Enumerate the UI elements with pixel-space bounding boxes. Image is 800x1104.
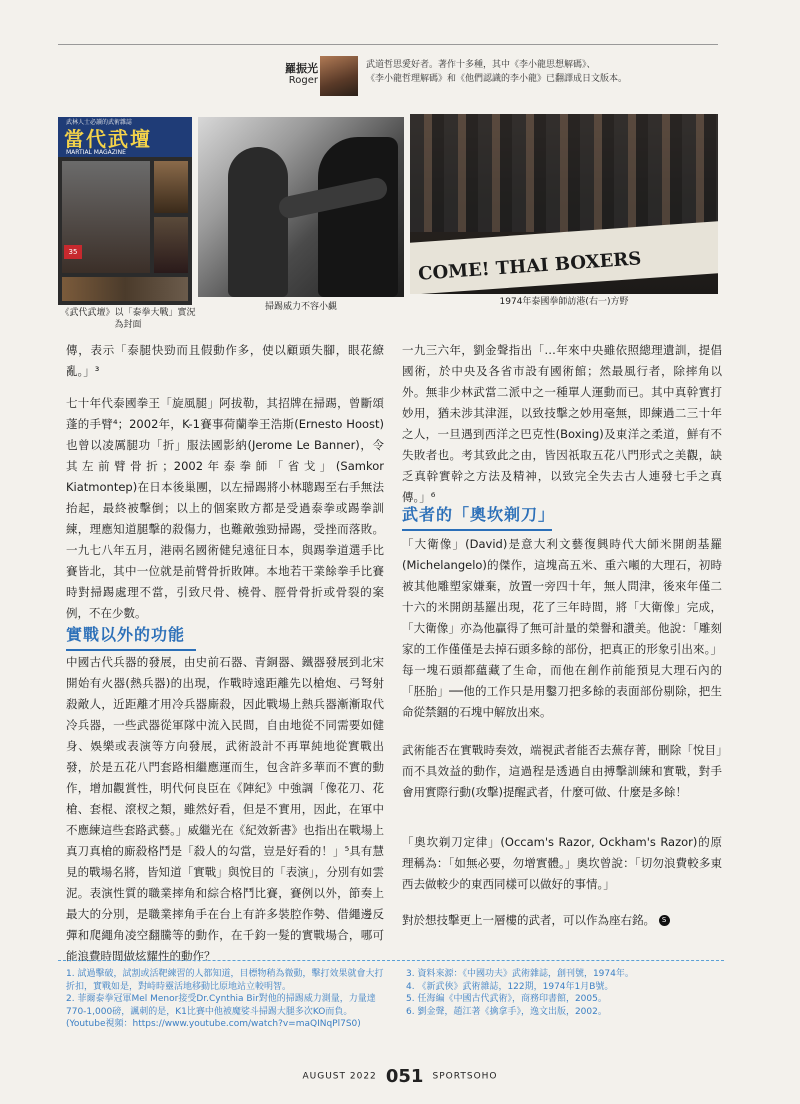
footnotes-left	[66, 968, 390, 1031]
right-paragraph-3: 武術能否在實戰時奏效，端視武者能否去蕪存菁，刪除「悅目」而不具效益的動作，這過程是透過自由搏擊訓練和實戰，對手會用實際行動(攻擊)提醒武者，什麼可做、什麼是多餘！	[402, 743, 722, 799]
magazine-issue-badge: 35	[64, 245, 82, 259]
author-bio	[366, 58, 726, 86]
magazine-banner	[58, 117, 192, 157]
author-photo	[320, 56, 358, 96]
right-paragraph-2: 「大衛像」(David)是意大利文藝復興時代大師米開朗基羅(Michelangelo)的傑作，這塊高五米、重六噸的大理石，初時被其他雕塑家嫌棄，放置一旁四十年，無人問津，後來年僅二十六的米開朗基羅出現，花了三年時間，將「大衛像」完成，「大衛像」亦為他贏得了無可計量的榮譽和讚美。他說：「雕刻家的工作僅僅是去掉石頭多餘的部份，把真正的形象引出來。」每一塊石頭都蘊藏了生命，而他在創作前能預見大理石內的「胚胎」──他的工作只是用鑿刀把多餘的表面部份剔除，把生命從禁錮的石塊中解放出來。	[402, 537, 722, 719]
magazine-cover-photo	[58, 117, 192, 305]
section-underline	[66, 649, 196, 651]
magazine-tagline: 武林人士必讀的武術雜誌	[66, 119, 133, 126]
right-paragraph-5	[402, 910, 722, 931]
magazine-side-image	[154, 161, 188, 213]
magazine-subtitle: MARTIAL MAGAZINE	[66, 149, 126, 156]
footnote: 5. 任海編《中國古代武術》，商務印書館，2005。	[406, 994, 607, 1004]
end-mark-icon: S	[659, 915, 670, 926]
magazine-side-image	[154, 217, 188, 273]
fighter-figure	[318, 137, 398, 297]
section-underline	[402, 529, 552, 531]
left-paragraph-2: 七十年代泰國拳王「旋風腿」阿拔勒，其招牌在掃踢，曾斷頌蓬的手臂⁴；2002年，K-1賽事荷蘭拳王浩斯(Ernesto Hoost)也曾以凌厲腿功「折」服法國影納(Jerome Le Banner)，令其左前臂骨折；2002年泰拳師「省戈」(Samkor Kiatmontep)在日本後巢團，以左掃踢將小林聰踢至右手無法抬起，最終被擊倒；以上的個案敗方都是受過泰拳或踢拳訓練，理應知道腿擊的殺傷力，也難敵強勁掃踢，受挫而落敗。一九七八年五月，港兩名國術健兒遠征日本，與踢拳道選手比賽皆北，其中一位就是前臂骨折敗陣。本地若干業餘拳手比賽時對掃踢處理不當，引致尺骨、橈骨、脛骨骨折或骨裂的案例，不在少數。	[66, 396, 384, 620]
left-paragraph-3: 中國古代兵器的發展，由史前石器、青銅器、鐵器發展到北宋開始有火器(熱兵器)的出現，作戰時遠距離先以槍炮、弓弩射殺敵人，近距離才用冷兵器廝殺，因此戰場上熱兵器漸漸取代冷兵器，一些武器從軍隊中流入民間，自由地從不同需要如健身、娛樂或表演等方向發展，武術設計不再單純地從實戰出發，於是五花八門套路相繼應運而生，包含許多華而不實的動作，增加觀賞性，明代何良臣在《陣紀》中強調「像花刀、花槍、套棍、滾杈之類，雖然好看，但是不實用，因此，在軍中不應練這些套路武藝。」威繼光在《紀效新書》也指出在戰場上真刀真槍的廝殺格鬥是「殺人的勾當，豈是好看的！」⁵具有慧見的戰場名將，皆知道「實戰」與悅目的「表演」，分別有如雲泥。表演性質的職業摔角和綜合格鬥比賽，賽例以外，節奏上最大的分別，是職業摔角手在台上有許多裝腔作勢、借繩邊反彈和爬繩角凌空翻騰等的動作，在千鈞一髮的實戰場合，哪可能浪費時間做炫耀性的動作？	[66, 655, 384, 963]
magazine-title: 當代武壇	[64, 127, 152, 151]
welcome-photo	[410, 114, 718, 294]
photo-caption: 《武代武壇》以「泰拳大戰」實況為封面	[60, 308, 196, 330]
author-name-en: Roger	[288, 75, 318, 86]
author-name-zh: 羅振光	[285, 62, 318, 75]
photo-caption: 掃踢威力不容小覷	[264, 302, 337, 312]
footnote: 4. 《新武俠》武術雜誌，122期，1974年1月B號。	[406, 981, 614, 992]
closing-sentence: 對於想技擊更上一層樓的武者，可以作為座右銘。	[402, 913, 655, 927]
issue-month: AUGUST 2022	[302, 1071, 377, 1082]
top-divider	[58, 44, 718, 45]
section-heading-occam	[402, 502, 722, 531]
footnote: 6. 劉金聲，趙江著《擒拿手》，逸文出版，2002。	[406, 1006, 607, 1017]
footnotes-right	[406, 968, 724, 1018]
section-heading-practical	[66, 622, 384, 651]
left-paragraph-1: 傳，表示「泰腿快勁而且假動作多，使以顧頭失腳，眼花繚亂。」³	[66, 343, 384, 378]
kick-photo	[198, 117, 404, 297]
fighter-figure	[228, 147, 288, 297]
page-footer	[0, 1066, 800, 1087]
footnote: 2. 菲爾泰拳冠軍Mel Menor接受Dr.Cynthia Bir對他的掃踢威力測量，力量達770-1,000磅，諷刺的是，K1比賽中他被魔娑斗掃踢大腿多次KO而負。(Youtube視頻：https://www.youtube.com/watch?v=maQINqPl7S0)	[66, 994, 376, 1029]
author-bio-line: 《李小龍哲理解碼》和《他們認識的李小龍》已翻譯成日文版本。	[366, 74, 628, 84]
right-paragraph-4: 「奧坎剃刀定律」(Occam's Razor, Ockham's Razor)的原理稱為：「如無必要，勿增實體。」奧坎曾說：「切勿浪費較多東西去做較少的東西同樣可以做好的事情。」	[402, 835, 722, 891]
section-title: 武者的「奧坎剃刀」	[402, 505, 556, 524]
footnote: 1. 試過擊破，試割或活靶練習的人都知道，目標物稍為微動，擊打效果就會大打折扣，實戰如是，對峙時靈活地移動比原地站立較明智。	[66, 969, 384, 992]
welcome-banner-text: COME! THAI BOXERS	[417, 248, 642, 285]
page-number: 051	[385, 1066, 424, 1087]
crowd-image	[410, 114, 718, 232]
photo-caption: 1974年泰國拳師訪港(右一)方野	[499, 297, 629, 307]
magazine-bottom-strip	[62, 277, 188, 301]
right-paragraph-1: 一九三六年，劉金聲指出「…年來中央雖依照總理遺訓，提倡國術，於中央及各省市設有國術館；然最風行者，除摔角以外。無非少林武當二派中之一種單人運動而已。其中真幹實打妙用，猶未涉其津涯，以致技擊之妙用毫無，即練過二三十年之人，一旦遇到西洋之巴克性(Boxing)及東洋之柔道，鮮有不失敗者也。考其致此之由，皆因祇取五花八門形式之美觀，缺乏真幹實幹之方法及精神，以致完全失去古人連發七手之真傳。」⁶	[402, 343, 722, 504]
brand-name: SPORTSOHO	[432, 1071, 498, 1082]
author-bio-line: 武道哲思愛好者。著作十多種，其中《李小龍思想解碼》、	[366, 60, 596, 70]
footnote: 3. 資料來源：《中國功夫》武術雜誌，創刊號，1974年。	[406, 969, 634, 979]
footnote-divider	[58, 960, 724, 961]
section-title: 實戰以外的功能	[66, 625, 186, 644]
